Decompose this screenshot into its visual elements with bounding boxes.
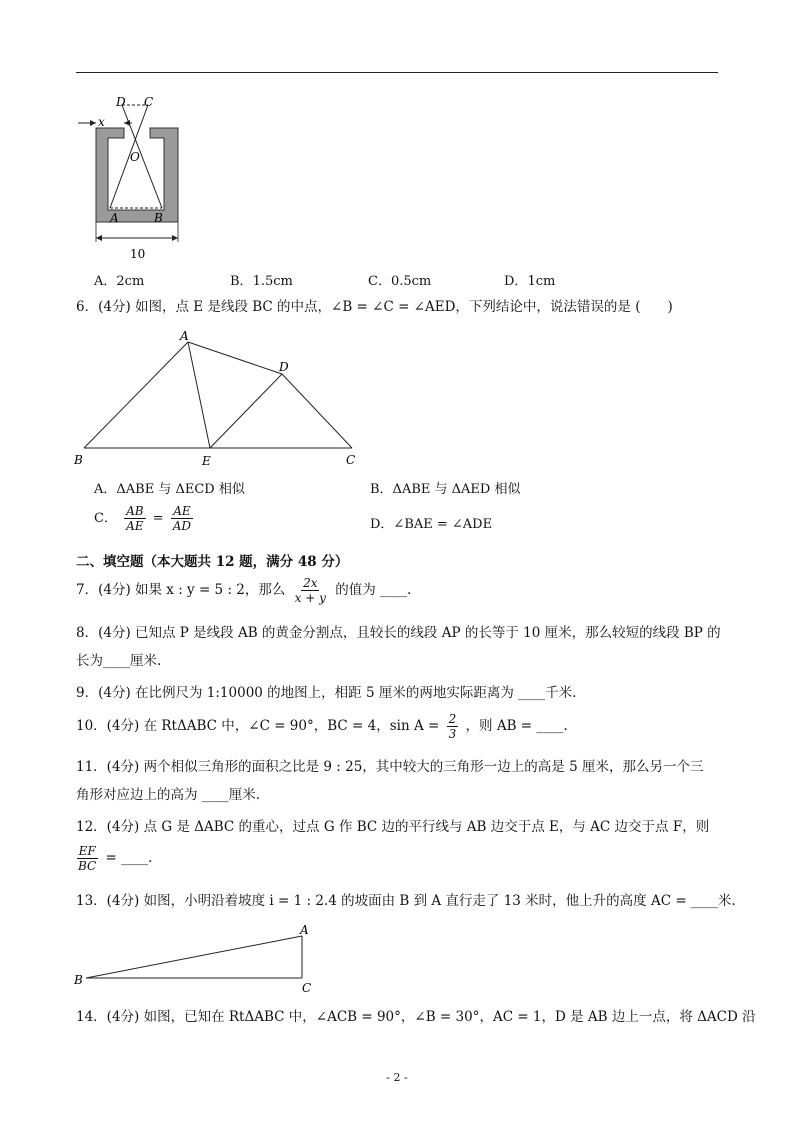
label-b: B bbox=[74, 453, 83, 467]
question-11-line2: 角形对应边上的高为 ____厘米. bbox=[76, 787, 261, 803]
question-12-line1: 12．(4分) 点 G 是 ΔABC 的重心，过点 G 作 BC 边的平行线与 AB 边交于点 E，与 AC 边交于点 F，则 bbox=[76, 819, 710, 835]
label-10: 10 bbox=[130, 247, 146, 261]
figure-q5-caliper bbox=[70, 92, 210, 262]
label-b: B bbox=[154, 211, 163, 225]
question-13: 13．(4分) 如图，小明沿着坡度 i = 1 : 2.4 的坡面由 B 到 A 直行走了 13 米时，他上升的高度 AC = ____米. bbox=[76, 893, 736, 909]
label-d: D bbox=[279, 360, 289, 374]
question-10: 10．(4分) 在 RtΔABC 中，∠C = 90°，BC = 4，sin A = $\frac{2}{3}$ ，则 AB = ____. bbox=[76, 712, 568, 741]
label-c: C bbox=[302, 981, 312, 995]
fraction-2x-xy: $\frac{2x}{x + y}$ bbox=[294, 576, 326, 605]
label-a: A bbox=[300, 923, 309, 937]
label-a: A bbox=[110, 211, 119, 225]
q5-option-a[interactable]: A．2cm bbox=[94, 274, 145, 289]
figure-q13-slope bbox=[72, 918, 332, 998]
fraction-ef-bc: $\frac{EF}{BC}$ bbox=[78, 844, 97, 873]
label-o: O bbox=[130, 150, 140, 164]
fraction-ab-ae: $\frac{AB}{AE}$ bbox=[126, 504, 144, 533]
label-c: C bbox=[144, 95, 154, 109]
label-x: x bbox=[98, 115, 105, 129]
question-8-line2: 长为____厘米. bbox=[76, 653, 162, 669]
figure-q6-triangles bbox=[72, 328, 372, 468]
question-7: 7．(4分) 如果 x : y = 5 : 2，那么 $\frac{2x}{x + y}$ 的值为 ____. bbox=[76, 576, 412, 605]
fraction-2-3: $\frac{2}{3}$ bbox=[448, 712, 457, 741]
q6-option-a[interactable]: A．ΔABE 与 ΔECD 相似 bbox=[94, 482, 245, 497]
q6-option-b[interactable]: B．ΔABE 与 ΔAED 相似 bbox=[370, 482, 521, 497]
question-9: 9．(4分) 在比例尺为 1:10000 的地图上，相距 5 厘米的两地实际距离为 ____千米. bbox=[76, 685, 577, 701]
label-e: E bbox=[202, 454, 211, 468]
q5-option-d[interactable]: D．1cm bbox=[504, 274, 556, 289]
question-11-line1: 11．(4分) 两个相似三角形的面积之比是 9 : 25，其中较大的三角形一边上的高是 5 厘米，那么另一个三 bbox=[76, 759, 704, 775]
label-b: B bbox=[74, 973, 83, 987]
section-2-title: 二、填空题（本大题共 12 题，满分 48 分） bbox=[76, 554, 349, 570]
q5-option-b[interactable]: B．1.5cm bbox=[230, 274, 293, 289]
question-6: 6．(4分) 如图，点 E 是线段 BC 的中点，∠B = ∠C = ∠AED，下列结论中，说法错误的是 ( ) bbox=[76, 299, 673, 315]
label-c: C bbox=[346, 453, 356, 467]
label-a: A bbox=[180, 329, 189, 343]
fraction-ae-ad: $\frac{AE}{AD}$ bbox=[172, 504, 192, 533]
question-14: 14．(4分) 如图，已知在 RtΔABC 中，∠ACB = 90°，∠B = 30°，AC = 1，D 是 AB 边上一点，将 ΔACD 沿 bbox=[76, 1009, 756, 1025]
q6-option-d[interactable]: D．∠BAE = ∠ADE bbox=[370, 517, 493, 532]
page-number: - 2 - bbox=[386, 1071, 408, 1084]
question-8-line1: 8．(4分) 已知点 P 是线段 AB 的黄金分割点，且较长的线段 AP 的长等于 10 厘米，那么较短的线段 BP 的 bbox=[76, 625, 721, 641]
q6-option-c[interactable]: C． $\frac{AB}{AE}$ = $\frac{AE}{AD}$ bbox=[94, 504, 192, 533]
header-rule bbox=[76, 72, 718, 73]
q5-option-c[interactable]: C．0.5cm bbox=[368, 274, 432, 289]
question-12-line2: $\frac{EF}{BC}$ = ____. bbox=[78, 844, 153, 873]
label-d: D bbox=[116, 95, 126, 109]
